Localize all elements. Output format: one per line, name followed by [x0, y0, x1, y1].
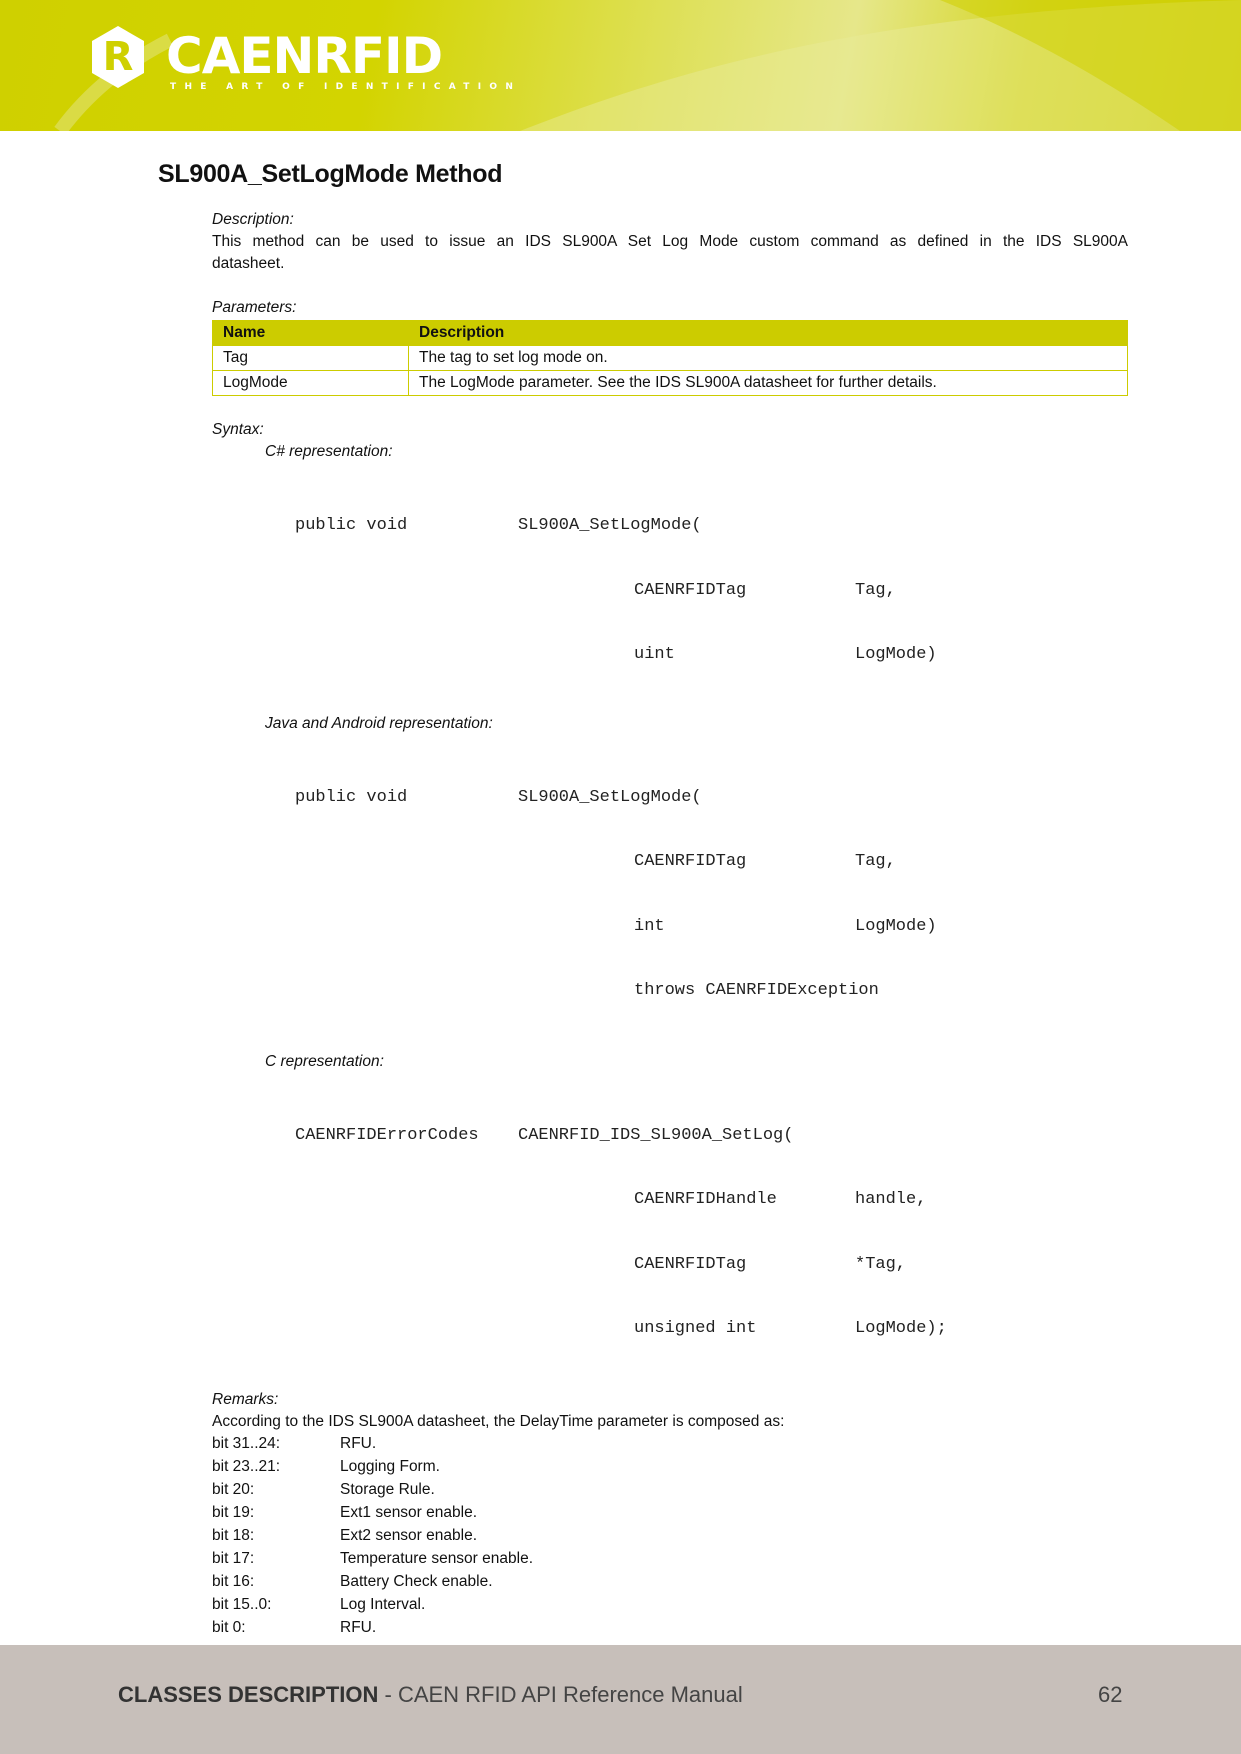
- code-arg-name: Tag,: [855, 580, 896, 600]
- bit-range: bit 31..24:: [212, 1434, 281, 1452]
- code-arg-name: LogMode): [855, 645, 937, 664]
- csharp-code-block: [295, 472, 1128, 709]
- code-arg-type: int: [634, 916, 665, 936]
- parameters-label: Parameters:: [212, 299, 297, 316]
- code-function-name: SL900A_SetLogMode(: [518, 787, 702, 807]
- logo-hexagon-icon: [88, 24, 148, 90]
- list-item: [212, 1571, 1128, 1594]
- code-arg-name: *Tag,: [855, 1254, 907, 1274]
- remarks-label: Remarks:: [212, 1390, 279, 1408]
- bit-description: Log Interval.: [340, 1595, 426, 1613]
- code-return-type: public void: [295, 787, 408, 807]
- bit-description: Ext2 sensor enable.: [340, 1526, 478, 1544]
- list-item: [212, 1502, 1128, 1525]
- code-arg-type: unsigned int: [634, 1319, 757, 1338]
- bit-field-list: [212, 1433, 1128, 1640]
- footer-separator: -: [378, 1682, 398, 1707]
- table-header-name: Name: [213, 321, 409, 346]
- list-item: [212, 1479, 1128, 1502]
- bit-range: bit 0:: [212, 1618, 246, 1636]
- code-arg-type: CAENRFIDTag: [634, 852, 747, 871]
- brand-name: CAENRFID: [166, 27, 443, 85]
- code-return-type: public void: [295, 516, 408, 535]
- list-item: [212, 1525, 1128, 1548]
- footer-title: [118, 1682, 743, 1708]
- bit-range: bit 23..21:: [212, 1457, 281, 1475]
- param-name: LogMode: [213, 371, 409, 396]
- code-arg-name: LogMode): [855, 916, 937, 936]
- page-title: SL900A_SetLogMode Method: [158, 160, 503, 188]
- code-arg-name: handle,: [855, 1190, 927, 1209]
- list-item: [212, 1433, 1128, 1456]
- list-item: [212, 1617, 1128, 1640]
- table-row: [213, 346, 1128, 371]
- list-item: [212, 1548, 1128, 1571]
- bit-description: Battery Check enable.: [340, 1572, 493, 1590]
- list-item: [212, 1456, 1128, 1479]
- bit-range: bit 15..0:: [212, 1595, 272, 1613]
- bit-description: RFU.: [340, 1618, 377, 1636]
- code-arg-type: uint: [634, 645, 675, 664]
- table-row: [213, 371, 1128, 396]
- description-label: Description:: [212, 211, 294, 228]
- c-label: C representation:: [265, 1052, 384, 1070]
- page-header: [0, 0, 1241, 131]
- bit-description: Ext1 sensor enable.: [340, 1503, 478, 1521]
- main-content: [212, 209, 1128, 1640]
- code-arg-type: CAENRFIDTag: [634, 580, 747, 600]
- bit-range: bit 18:: [212, 1526, 255, 1544]
- footer-manual-name: CAEN RFID API Reference Manual: [397, 1682, 743, 1707]
- bit-range: bit 19:: [212, 1503, 255, 1521]
- code-throws-clause: throws CAENRFIDException: [634, 981, 879, 1000]
- java-label: Java and Android representation:: [265, 714, 493, 732]
- param-name: Tag: [213, 346, 409, 371]
- code-return-type: CAENRFIDErrorCodes: [295, 1125, 479, 1145]
- code-arg-name: Tag,: [855, 852, 896, 871]
- code-arg-name: LogMode);: [855, 1319, 947, 1338]
- list-item: [212, 1594, 1128, 1617]
- bit-range: bit 20:: [212, 1480, 255, 1498]
- bit-description: Logging Form.: [340, 1457, 440, 1475]
- bit-description: Temperature sensor enable.: [340, 1549, 534, 1567]
- syntax-label: Syntax:: [212, 421, 264, 438]
- bit-range: bit 17:: [212, 1549, 255, 1567]
- parameters-table: [212, 320, 1128, 396]
- param-description: The tag to set log mode on.: [409, 346, 1128, 371]
- csharp-label: C# representation:: [265, 443, 393, 460]
- java-code-block: [295, 744, 1128, 1045]
- brand-tagline: THE ART OF IDENTIFICATION: [170, 82, 522, 92]
- bit-description: Storage Rule.: [340, 1480, 435, 1498]
- code-function-name: SL900A_SetLogMode(: [518, 516, 702, 535]
- bit-range: bit 16:: [212, 1572, 255, 1590]
- code-arg-type: CAENRFIDTag: [634, 1254, 747, 1274]
- bit-description: RFU.: [340, 1434, 377, 1452]
- param-description: The LogMode parameter. See the IDS SL900A datasheet for further details.: [409, 371, 1128, 396]
- svg-text:R: R: [102, 34, 134, 80]
- table-header-description: Description: [409, 321, 1128, 346]
- footer-section: CLASSES DESCRIPTION: [118, 1682, 379, 1707]
- c-code-block: [295, 1082, 1128, 1383]
- table-header-row: [213, 321, 1128, 346]
- page-footer: [0, 1645, 1241, 1754]
- code-arg-type: CAENRFIDHandle: [634, 1190, 777, 1209]
- remarks-intro: According to the IDS SL900A datasheet, the DelayTime parameter is composed as:: [212, 1412, 785, 1430]
- description-text: This method can be used to issue an IDS SL900A Set Log Mode custom command as defined in the IDS SL900A datasheet.: [212, 233, 1128, 272]
- code-function-name: CAENRFID_IDS_SL900A_SetLog(: [518, 1125, 794, 1145]
- page-number: 62: [1098, 1682, 1123, 1707]
